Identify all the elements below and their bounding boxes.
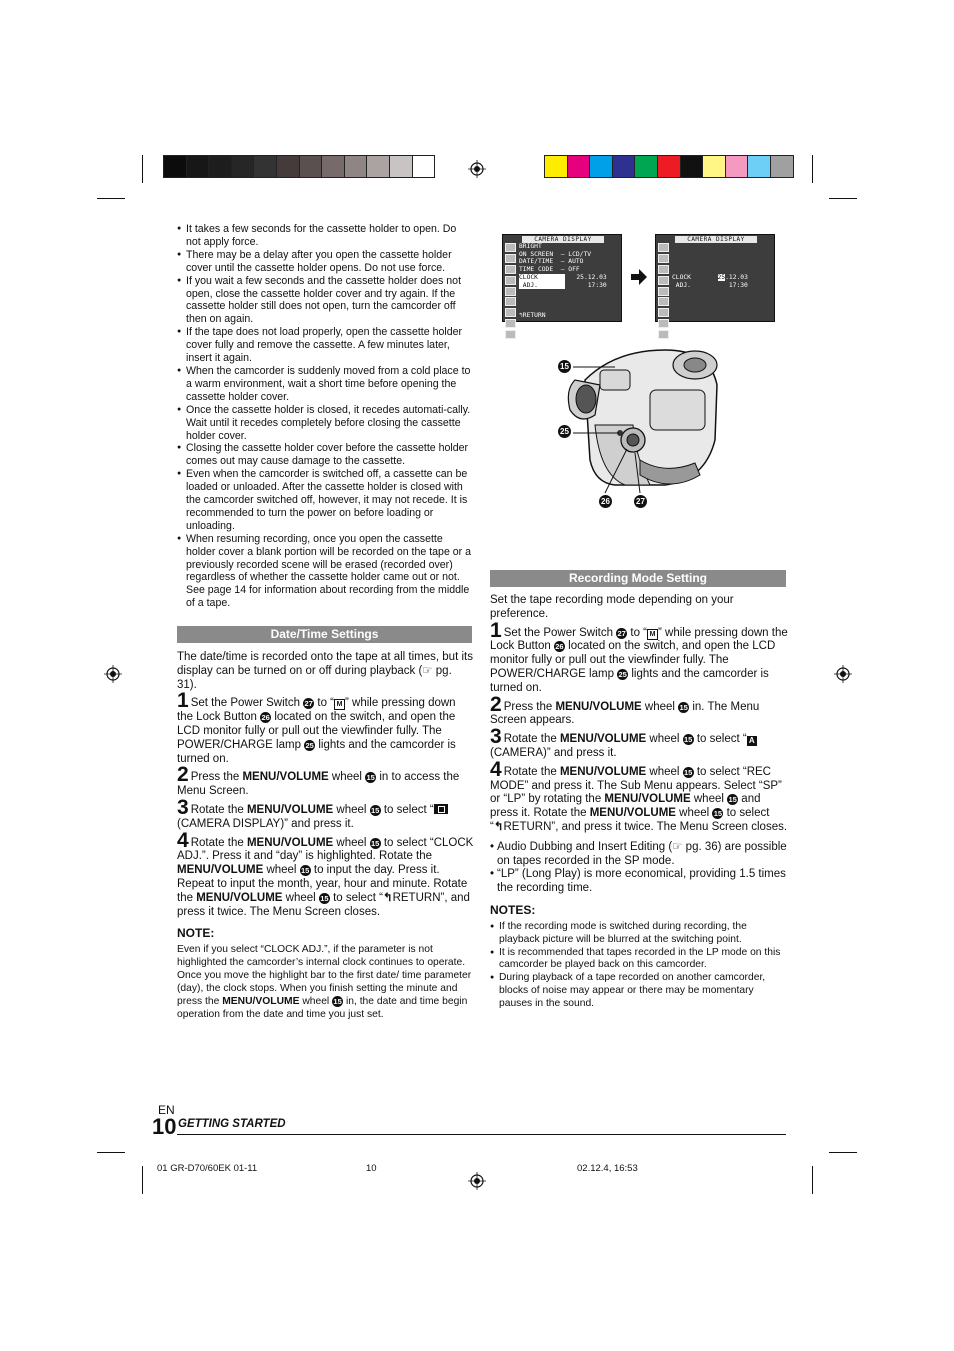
color-swatch bbox=[703, 156, 726, 177]
list-item: ● Once the cassette holder is closed, it recedes automati-cally. Wait until it recedes completely before closing the cassette holder cover. bbox=[177, 404, 473, 443]
callout-25-icon: 25 bbox=[305, 740, 314, 750]
date-time-step-2: 2 Press the MENU/VOLUME wheel 15 in to access the Menu Screen. bbox=[177, 763, 460, 798]
color-swatch bbox=[681, 156, 704, 177]
recording-mode-remarks bbox=[490, 841, 789, 896]
callout-15-icon: 15 bbox=[683, 767, 693, 777]
list-item: ● If you wait a few seconds and the cassette holder does not open, close the cassette holder cover and try again. If the cassette holder still does not open, turn the camcorder off then on again. bbox=[177, 275, 473, 327]
registration-mark-icon bbox=[468, 1172, 486, 1190]
crop-mark bbox=[142, 155, 143, 183]
gray-swatch bbox=[322, 156, 345, 177]
callout-15-icon: 15 bbox=[301, 866, 310, 876]
date-time-step-1: 1 Set the Power Switch 27 to “ M ” while pressing down the Lock Button 26 located on the switch, and open the LCD monitor fully or pull out the viewfinder fully. The POWER/CHARGE lamp 25 lights and the camcorder is turned on. bbox=[177, 689, 456, 765]
gray-swatch bbox=[367, 156, 390, 177]
note-item: ● If the recording mode is switched during recording, the playback picture will be blurred at the switching point. bbox=[490, 921, 789, 947]
color-swatch bbox=[590, 156, 613, 177]
print-slug-left: 01 GR-D70/60EK 01-11 bbox=[157, 1163, 258, 1174]
callout-26-icon: 26 bbox=[261, 713, 270, 723]
crop-mark bbox=[97, 198, 125, 199]
list-item: ● If the tape does not load properly, open the cassette holder cover fully and remove the cassette. A few minutes later, insert it again. bbox=[177, 326, 473, 365]
menu-icon-column bbox=[658, 243, 669, 341]
lcd-title: CAMERA DISPLAY bbox=[675, 236, 757, 243]
menu-icon-column bbox=[505, 243, 516, 341]
language-label: EN bbox=[158, 1103, 175, 1117]
cassette-notes-list bbox=[177, 223, 473, 610]
callout-25-icon: 25 bbox=[618, 669, 627, 679]
date-time-intro: The date/time is recorded onto the tape at all times, but its display can be turned on or off during playback (☞ pg. 31). bbox=[177, 651, 473, 691]
return-arrow-icon: ↰ bbox=[493, 820, 504, 833]
registration-mark-icon bbox=[468, 160, 486, 178]
crop-mark bbox=[829, 1152, 857, 1153]
callout-26-icon: 26 bbox=[555, 642, 564, 652]
color-swatch bbox=[635, 156, 658, 177]
gray-swatch bbox=[164, 156, 187, 177]
lcd-screen-menu bbox=[502, 234, 622, 322]
list-item: ● Closing the cassette holder cover before the cassette holder comes out may cause damage to the cassette. bbox=[177, 442, 473, 468]
callout-15-icon: 15 bbox=[333, 996, 342, 1006]
crop-mark bbox=[142, 1166, 143, 1194]
callout-15-icon: 15 bbox=[713, 809, 723, 819]
date-time-step-4: 4 Rotate the MENU/VOLUME wheel 15 to select “CLOCK ADJ.”. Press it and “day” is highlighted. Rotate the MENU/VOLUME wheel 15 to input the day. Press it. Repeat to input the month, year, hour and minute. Rotate the MENU/VOLUME wheel 15 to select “↰RETURN”, and press it twice. The Menu Screen closes. bbox=[177, 828, 474, 918]
lcd-return: ↰RETURN bbox=[519, 312, 546, 319]
lcd-screen-clock bbox=[655, 234, 775, 322]
crop-mark bbox=[829, 198, 857, 199]
note-item: ● It is recommended that tapes recorded in the LP mode on this camcorder be played back on this camcorder. bbox=[490, 947, 789, 973]
gray-swatch bbox=[300, 156, 323, 177]
list-item: ● There may be a delay after you open the cassette holder cover until the cassette holder opens. Do not use force. bbox=[177, 249, 473, 275]
callout-15-icon: 15 bbox=[370, 838, 380, 848]
gray-swatch bbox=[345, 156, 368, 177]
gray-swatch bbox=[187, 156, 210, 177]
recording-mode-section bbox=[490, 594, 789, 1011]
gray-swatch bbox=[209, 156, 232, 177]
camera-display-icon bbox=[434, 804, 448, 814]
recording-mode-intro: Set the tape recording mode depending on your preference. bbox=[490, 594, 734, 620]
color-swatch bbox=[771, 156, 793, 177]
crop-mark bbox=[812, 1166, 813, 1194]
color-swatch bbox=[726, 156, 749, 177]
crop-mark bbox=[97, 1152, 125, 1153]
callout-15-icon: 15 bbox=[366, 773, 375, 783]
callout-27-icon: 27 bbox=[617, 628, 626, 638]
return-arrow-icon: ↰ bbox=[382, 891, 393, 904]
gray-swatch bbox=[232, 156, 255, 177]
lcd-clock-rows: CLOCK 25.12.03 ADJ. 17:30 bbox=[672, 274, 748, 289]
callout-27-icon: 27 bbox=[304, 699, 313, 709]
note-heading: NOTE: bbox=[177, 926, 215, 941]
print-slug-date: 02.12.4, 16:53 bbox=[577, 1163, 638, 1174]
callout-25-icon: 25 bbox=[558, 425, 571, 438]
color-swatch bbox=[568, 156, 591, 177]
crop-mark bbox=[812, 155, 813, 183]
left-column bbox=[177, 223, 473, 610]
list-item: ● It takes a few seconds for the cassette holder to open. Do not apply force. bbox=[177, 223, 473, 249]
manual-mode-icon: M bbox=[334, 699, 345, 710]
callout-15-icon: 15 bbox=[370, 805, 380, 815]
date-time-step-3: 3 Rotate the MENU/VOLUME wheel 15 to select “ (CAMERA DISPLAY)” and press it. bbox=[177, 801, 474, 832]
recording-mode-step-1: 1 Set the Power Switch 27 to “ M ” while pressing down the Lock Button 26 located on the switch, and open the LCD monitor fully or pull out the viewfinder fully. The POWER/CHARGE lamp 25 lights and the camcorder is turned on. bbox=[490, 618, 788, 694]
list-item: ● When the camcorder is suddenly moved from a cold place to a warm environment, wait a short time before opening the cassette holder cover. bbox=[177, 365, 473, 404]
registration-mark-icon bbox=[834, 665, 852, 683]
date-time-section bbox=[177, 651, 474, 1022]
page-number: 10 bbox=[152, 1114, 177, 1139]
lcd-title: CAMERA DISPLAY bbox=[522, 236, 604, 243]
callout-15-icon: 15 bbox=[320, 893, 329, 903]
callout-27-icon: 27 bbox=[634, 495, 647, 508]
color-swatch bbox=[613, 156, 636, 177]
arrow-right-icon bbox=[630, 268, 648, 286]
remark-long-play: • “LP” (Long Play) is more economical, providing 1.5 times the recording time. bbox=[490, 868, 789, 896]
camera-menu-icon: A bbox=[747, 736, 757, 746]
gray-swatch bbox=[390, 156, 413, 177]
callout-15-icon: 15 bbox=[683, 735, 693, 745]
gray-swatch bbox=[277, 156, 300, 177]
callout-15-icon: 15 bbox=[558, 360, 571, 373]
note-item: ● During playback of a tape recorded on another camcorder, blocks of noise may appear or there may be momentary pauses in the sound. bbox=[490, 972, 789, 1011]
lcd-menu-rows: BRIGHT ON SCREEN – LCD/TV DATE/TIME – AUTO TIME CODE – OFF CLOCK 25.12.03 ADJ. 17:30 bbox=[519, 243, 607, 289]
color-swatch bbox=[748, 156, 771, 177]
recording-mode-step-2: 2 Press the MENU/VOLUME wheel 15 in. The Menu Screen appears. bbox=[490, 692, 760, 727]
recording-mode-step-4: 4 Rotate the MENU/VOLUME wheel 15 to select “REC MODE” and press it. The Sub Menu appears. Select “SP” or “LP” by rotating the MENU/VOLUME wheel 15 and press it. Rotate the MENU/VOLUME wheel 15 to select “↰RETURN”, and press it twice. The Menu Screen closes. bbox=[490, 757, 788, 833]
grayscale-calibration-strip bbox=[163, 155, 435, 178]
section-label: GETTING STARTED bbox=[178, 1118, 286, 1130]
callout-26-icon: 26 bbox=[599, 495, 612, 508]
registration-mark-icon bbox=[104, 665, 122, 683]
list-item: ● Even when the camcorder is switched off, a cassette can be loaded or unloaded. After the cassette holder is closed with the camcorder switched off, however, it may not recede. It is recommended to turn the power on before loading or unloading. bbox=[177, 468, 473, 533]
callout-15-icon: 15 bbox=[728, 795, 737, 805]
camcorder-illustration bbox=[555, 345, 730, 515]
manual-mode-icon: M bbox=[647, 629, 658, 640]
list-item: ● When resuming recording, once you open the cassette holder cover a blank portion will be recorded on the tape or a previously recorded scene will be erased (recorded over) regardless of whether the cassette holder came out or not. See page 14 for information about recording from the middle of a tape. bbox=[177, 533, 473, 610]
date-time-note: Even if you select “CLOCK ADJ.”, if the parameter is not highlighted the camcorder’s internal clock continues to operate. Once you move the highlight bar to the first date/ time parameter (day), the clock stops. When you finish setting the minute and press the MENU/VOLUME wheel 15 in, the date and time begin operation from the date and time you just set. bbox=[177, 944, 472, 1020]
date-time-settings-heading: Date/Time Settings bbox=[177, 626, 472, 643]
color-calibration-strip bbox=[544, 155, 794, 178]
clock-highlight: CLOCK bbox=[519, 274, 565, 282]
callout-15-icon: 15 bbox=[679, 702, 688, 712]
recording-mode-step-3: 3 Rotate the MENU/VOLUME wheel 15 to select “ A (CAMERA)” and press it. bbox=[490, 730, 789, 761]
color-swatch bbox=[658, 156, 681, 177]
recording-mode-heading: Recording Mode Setting bbox=[490, 570, 786, 587]
print-slug-page: 10 bbox=[366, 1163, 377, 1174]
footer-rule bbox=[177, 1134, 786, 1135]
remark-audio-dubbing: • Audio Dubbing and Insert Editing (☞ pg. 36) are possible on tapes recorded in the SP mode. bbox=[490, 841, 789, 869]
notes-heading: NOTES: bbox=[490, 902, 536, 917]
gray-swatch bbox=[413, 156, 435, 177]
recording-mode-notes bbox=[490, 921, 789, 1011]
color-swatch bbox=[545, 156, 568, 177]
gray-swatch bbox=[254, 156, 277, 177]
